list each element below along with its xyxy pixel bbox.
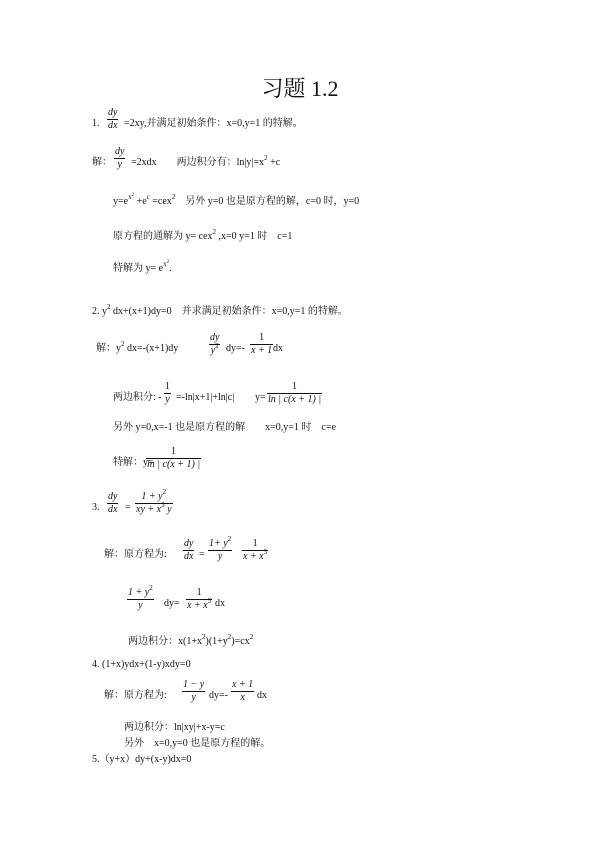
problem-statement: =2xy,并满足初始条件：x=0,y=1 的特解。 [124, 118, 303, 129]
exponent: 2 [227, 632, 232, 641]
text: . [169, 263, 172, 274]
text: =-ln|x+1|+ln|c| [176, 392, 235, 403]
fraction-dy-y2 [209, 332, 220, 357]
text: 1 + y [128, 587, 150, 598]
numerator: dy [115, 146, 125, 157]
fraction-dy-dx [183, 538, 194, 563]
numerator: 1 [250, 332, 273, 345]
text: 解：y [96, 343, 121, 354]
problem-statement: 5.（y+x）dy+(x-y)dx=0 [92, 754, 192, 765]
text: 两边积分: - [113, 392, 162, 403]
numerator: 1 [146, 446, 201, 459]
text: y= [255, 392, 266, 403]
text: dx [215, 598, 225, 609]
solution-line-3 [113, 227, 293, 243]
denominator [209, 341, 220, 357]
text: 特解为 y= e [113, 263, 164, 274]
exponent: 2 [107, 302, 111, 311]
denominator: x + 1 [251, 345, 273, 356]
denominator: y [117, 159, 122, 170]
numerator: dy [210, 332, 220, 343]
text: dy= [164, 598, 180, 609]
exponent: x [128, 192, 132, 201]
text: 特解：y= [113, 457, 154, 468]
text: 解：原方程为: [104, 549, 167, 560]
numerator: 1 [186, 587, 212, 600]
solution-line-1 [96, 339, 179, 355]
fraction-dy-dx [107, 107, 118, 132]
exponent: 2 [166, 259, 170, 265]
denominator: y [217, 551, 223, 562]
fraction-1-over-x-plus-x3 [242, 538, 268, 563]
text: 1+ y [209, 538, 228, 549]
text: dx+(x+1)dy=0 并求满足初始条件：x=0,y=1 的特解。 [110, 306, 348, 317]
text: +e [134, 196, 147, 207]
solution-line-other: 另外 y=0,x=-1 也是原方程的解 x=0,y=1 时 c=e [113, 422, 336, 433]
exponent: 3 [161, 500, 165, 509]
fraction-1-over-x-plus-1 [250, 332, 273, 357]
fraction-1-plus-y2-over-y [127, 583, 154, 612]
text: dy=- [226, 343, 245, 354]
text: xy + x [136, 504, 162, 515]
text: 两边积分：x(1+x [128, 636, 202, 647]
solution-integral [128, 632, 254, 648]
text: = [125, 502, 131, 513]
numerator: 1 − y [183, 679, 205, 690]
exponent: 2 [264, 153, 268, 162]
exponent: 2 [227, 534, 232, 543]
exponent: 2 [201, 632, 206, 641]
fraction-1-minus-y-over-y [182, 679, 205, 704]
fraction-rhs [135, 487, 173, 516]
solution-other: 另外 x=0,y=0 也是原方程的解。 [124, 738, 271, 749]
exponent: x [163, 259, 167, 268]
text: x + x [187, 600, 208, 611]
text: =2xdx 两边积分有：ln|y|=x [131, 157, 265, 168]
denominator [186, 596, 212, 612]
denominator: x [240, 692, 245, 703]
page-title: 习题 1.2 [261, 76, 339, 101]
problem-number: 3. [92, 502, 100, 513]
text: dx [273, 343, 283, 354]
fraction-1-over-y [164, 381, 171, 406]
numerator: dy [184, 538, 194, 549]
numerator: dy [108, 107, 118, 118]
fraction-1-over-x-plus-x3 [186, 587, 212, 612]
text: x + x [243, 551, 264, 562]
text: 解：原方程为: [104, 690, 167, 701]
text: = [199, 549, 205, 560]
exponent: 3 [263, 547, 268, 556]
text: 另外 y=0 也是原方程的解，c=0 时，y=0 [175, 196, 360, 207]
text: 2. y [92, 306, 107, 317]
fraction-x-plus-1-over-x [231, 679, 254, 704]
denominator: dx [184, 551, 194, 562]
exponent: 2 [212, 227, 217, 236]
fraction-dy-y [114, 146, 125, 171]
denominator: ln | c(x + 1) | [147, 459, 201, 470]
numerator: x + 1 [232, 679, 254, 690]
text: 1 + y [141, 491, 163, 502]
exponent: c [146, 192, 150, 201]
exponent: 2 [121, 339, 125, 348]
text: ,x=0 y=1 时 c=1 [216, 231, 293, 242]
exponent: 2 [131, 192, 135, 198]
numerator: dy [108, 491, 118, 502]
numerator: 1 [242, 538, 268, 551]
fraction-dy-dx [107, 491, 118, 516]
numerator [208, 534, 232, 551]
denominator: dx [108, 504, 118, 515]
denominator [135, 500, 173, 516]
numerator: 1 [165, 381, 170, 392]
text: dy=- [209, 690, 228, 701]
problem-number: 1. [92, 118, 100, 129]
text: y=e [113, 196, 129, 207]
numerator: 1 [267, 381, 322, 394]
text: dx [257, 690, 267, 701]
fraction-1-plus-y2-over-y [208, 534, 232, 563]
denominator: y [191, 692, 196, 703]
denominator: y [138, 600, 143, 611]
exponent: 2 [215, 341, 219, 350]
text: dx=-(x+1)dy [124, 343, 179, 354]
exponent: 2 [171, 192, 176, 201]
problem-statement: 4. (1+x)ydx+(1-y)xdy=0 [92, 659, 191, 670]
denominator: ln | c(x + 1) | [268, 394, 322, 405]
text: 原方程的通解为 y= cex [113, 231, 213, 242]
solution-line-2 [113, 192, 360, 208]
text: )=cx [231, 636, 250, 647]
denominator: y [165, 394, 170, 405]
text: +c [267, 157, 281, 168]
solution-integral: 两边积分：ln|xy|+x-y=c [124, 722, 225, 733]
exponent: 2 [249, 632, 254, 641]
exponent: 2 [162, 487, 167, 496]
text: )(1+y [205, 636, 228, 647]
numerator [135, 487, 173, 504]
solution-line-4 [113, 259, 172, 275]
fraction-1-over-ln [267, 381, 322, 406]
fraction-1-over-ln [146, 446, 201, 471]
problem-statement [92, 302, 348, 318]
text: y [164, 504, 172, 515]
text: y [210, 345, 216, 356]
numerator [127, 583, 154, 600]
text: =cex [149, 196, 172, 207]
exponent: 2 [149, 583, 153, 592]
denominator: dx [108, 120, 118, 131]
denominator [242, 547, 268, 563]
solution-label: 解： [92, 157, 112, 168]
exponent: 3 [207, 596, 212, 605]
solution-line-1 [131, 153, 281, 169]
